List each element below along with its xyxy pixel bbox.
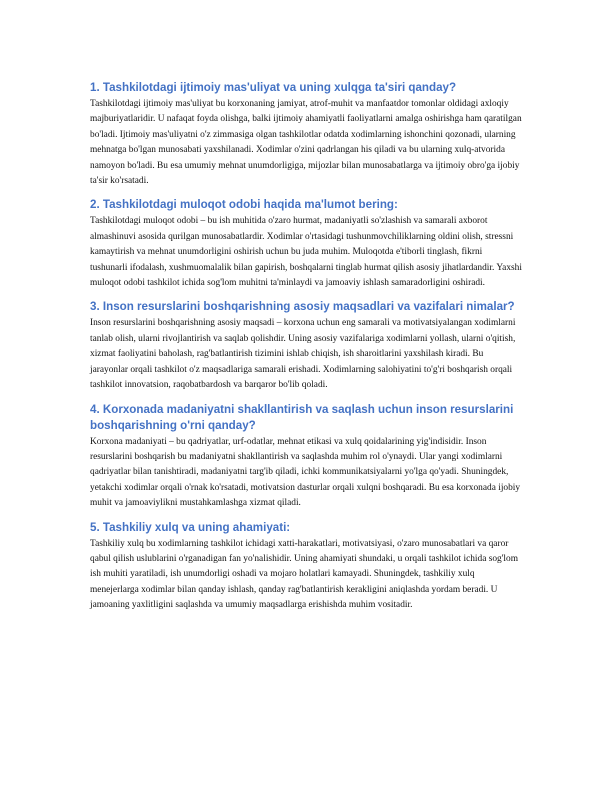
document-page	[90, 80, 522, 622]
section-1	[90, 80, 522, 189]
section-heading: 3. Inson resurslarini boshqarishning asosiy maqsadlari va vazifalari nimalar?	[90, 300, 515, 314]
section-heading: 2. Tashkilotdagi muloqot odobi haqida ma'lumot bering:	[90, 198, 398, 212]
section-4	[90, 402, 522, 512]
section-body: Korxona madaniyati – bu qadriyatlar, urf-odatlar, mehnat etikasi va xulq qoidalarining yig'indisidir. Inson resurslarini boshqarish bu madaniyatni shakllantirish va saqlashda muhim rol o'ynaydi. Ular yangi xodimlarni qadriyatlar bilan tanishtiradi, madaniyatni targ'ib qiladi, ichki kommunikatsiyalarni yo'lga qo'yadi. Shuningdek, yetakchi xodimlar orqali o'rnak ko'rsatadi, motivatsion dasturlar orqali xulqni boshqaradi. Bu esa korxonada ijobiy muhit va jamoaviylikni mustahkamlashga xizmat qiladi.	[90, 436, 521, 509]
section-5	[90, 520, 522, 614]
section-body: Tashkiliy xulq bu xodimlarning tashkilot ichidagi xatti-harakatlari, motivatsiyasi, o'zaro munosabatlari va qaror qabul qilish uslublarini o'rganadigan fan yo'nalishidir. Uning ahamiyati shundaki, u orqali tashkilot ichida sog'lom ish muhiti yaratiladi, ish unumdorligi oshadi va mojaro holatlari kamayadi. Shuningdek, tashkiliy xulq menejerlarga xodimlar bilan qanday ishlash, qanday rag'batlantirish kerakligini aniqlashda yordam beradi. U jamoaning yaxlitligini saqlashda va umumiy maqsadlarga erishishda muhim vositadir.	[90, 538, 519, 611]
section-3	[90, 299, 522, 393]
section-heading: 1. Tashkilotdagi ijtimoiy mas'uliyat va uning xulqga ta'siri qanday?	[90, 81, 457, 94]
section-heading: 5. Tashkiliy xulq va uning ahamiyati:	[90, 520, 291, 534]
section-heading: 4. Korxonada madaniyatni shakllantirish va saqlash uchun inson resurslarini boshqarishning o'rni qanday?	[90, 402, 514, 432]
section-body: Tashkilotdagi muloqot odobi – bu ish muhitida o'zaro hurmat, madaniyatli so'zlashish va samarali axborot almashinuvi asosida qurilgan munosabatlardir. Xodimlar o'rtasidagi tushunmovchiliklarning oldini olish, stressni kamaytirish va mehnat unumdorligini oshirish uchun bu juda muhim. Muloqotda e'tiborli tinglash, fikrni tushunarli ifodalash, xushmuomalalik bilan gapirish, boshqalarni tinglab hurmat qilish asosiy jihatlardandir. Yaxshi muloqot odobi tashkilot ichida sog'lom muhitni ta'minlaydi va jamoaviy ishlash samaradorligini oshiradi.	[90, 216, 522, 289]
section-body: Inson resurslarini boshqarishning asosiy maqsadi – korxona uchun eng samarali va motivatsiyalangan xodimlarni tanlab olish, ularni rivojlantirish va saqlab qolishdir. Uning asosiy vazifalariga xodimlarni yollash, ularni o'qitish, xizmat faoliyatini baholash, rag'batlantirish tizimini ishlab chiqish, ish sharoitlarini yaxshilash kiradi. Bu jarayonlar orqali tashkilot o'z maqsadlariga samarali erishadi. Xodimlarning salohiyatini to'g'ri boshqarish orqali tashkilot innovatsion, raqobatbardosh va barqaror bo'lib qoladi.	[90, 318, 516, 391]
section-body: Tashkilotdagi ijtimoiy mas'uliyat bu korxonaning jamiyat, atrof-muhit va manfaatdor tomonlar oldidagi axloqiy majburiyatlaridir. U nafaqat foyda olishga, balki ijtimoiy ahamiyatli faoliyatlarni amalga oshirishga ham qaratilgan bo'ladi. Ijtimoiy mas'uliyatni o'z zimmasiga olgan tashkilotlar odatda xodimlarning ishonchini qozonadi, ularning mehnatga bo'lgan munosabati yaxshilanadi. Xodimlar o'zini qadrlangan his qiladi va bu ularning xulq-atvorida namoyon bo'ladi. Bu esa umumiy mehnat unumdorligiga, mijozlar bilan munosabatlarga va ijtimoiy obro'ga ijobiy ta'sir ko'rsatadi.	[90, 99, 522, 187]
section-2	[90, 197, 522, 291]
